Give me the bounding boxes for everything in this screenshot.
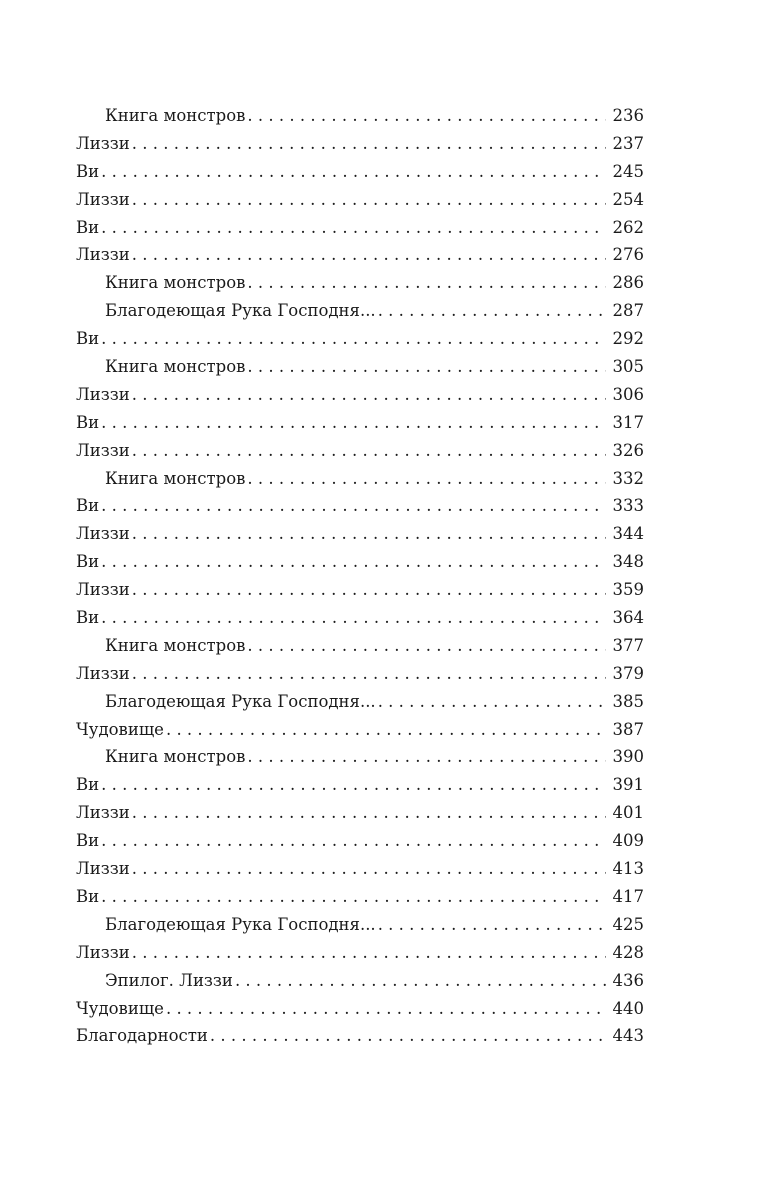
toc-entry-page: 306 bbox=[612, 384, 644, 404]
toc-entry-page: 326 bbox=[612, 440, 644, 460]
toc-entry-page: 428 bbox=[612, 942, 644, 962]
toc-entry bbox=[76, 353, 644, 381]
toc-entry-page: 305 bbox=[612, 357, 644, 377]
toc-dot-leader bbox=[101, 214, 606, 242]
toc-entry-title: Чудовище bbox=[76, 998, 164, 1018]
toc-entry-title: Книга монстров bbox=[105, 106, 246, 125]
toc-entry bbox=[76, 214, 644, 242]
toc-entry-page: 317 bbox=[612, 412, 644, 432]
toc-dot-leader bbox=[101, 158, 606, 186]
toc-dot-leader bbox=[101, 492, 606, 520]
toc-entry-title: Лиззи bbox=[76, 663, 130, 683]
toc-dot-leader bbox=[132, 660, 606, 688]
toc-entry bbox=[76, 743, 644, 771]
toc-entry-page: 385 bbox=[612, 691, 644, 711]
toc-entry-page: 413 bbox=[612, 859, 644, 879]
toc-entry bbox=[76, 939, 644, 967]
toc-entry bbox=[76, 102, 644, 130]
toc-dot-leader bbox=[132, 381, 606, 409]
toc-entry-title: Лиззи bbox=[76, 189, 130, 209]
toc-entry-page: 387 bbox=[612, 719, 644, 739]
toc-dot-leader bbox=[132, 520, 606, 548]
toc-entry bbox=[76, 1022, 644, 1050]
toc-dot-leader bbox=[101, 548, 606, 576]
toc-entry bbox=[76, 548, 644, 576]
toc-dot-leader bbox=[101, 883, 606, 911]
toc-entry-title: Лиззи bbox=[76, 384, 130, 404]
toc-entry-page: 245 bbox=[612, 161, 644, 181]
toc-entry bbox=[76, 911, 644, 939]
toc-entry-title: Благодеющая Рука Господня... bbox=[105, 914, 376, 934]
toc-entry-page: 262 bbox=[612, 217, 644, 237]
toc-entry-title: Благодеющая Рука Господня... bbox=[105, 691, 376, 711]
toc-entry-title: Ви bbox=[76, 217, 100, 237]
toc-entry bbox=[76, 186, 644, 214]
toc-entry-title: Ви bbox=[76, 496, 100, 516]
toc-entry bbox=[76, 492, 644, 520]
toc-entry bbox=[76, 381, 644, 409]
toc-dot-leader bbox=[101, 325, 606, 353]
toc-dot-leader bbox=[378, 911, 606, 939]
toc-entry-title: Книга монстров bbox=[105, 747, 246, 767]
toc-entry bbox=[76, 771, 644, 799]
toc-entry-page: 401 bbox=[612, 803, 644, 823]
toc-entry bbox=[76, 520, 644, 548]
toc-entry-title: Эпилог. Лиззи bbox=[105, 970, 233, 990]
toc-entry bbox=[76, 799, 644, 827]
toc-dot-leader bbox=[247, 269, 606, 297]
toc-dot-leader bbox=[166, 716, 606, 744]
toc-entry bbox=[76, 158, 644, 186]
toc-entry-page: 348 bbox=[612, 552, 644, 572]
toc-entry-page: 391 bbox=[612, 775, 644, 795]
toc-entry-page: 236 bbox=[612, 106, 644, 125]
toc-entry bbox=[76, 883, 644, 911]
toc-dot-leader bbox=[101, 604, 606, 632]
toc-entry-page: 409 bbox=[612, 831, 644, 851]
toc-entry-title: Ви bbox=[76, 831, 100, 851]
toc-entry bbox=[76, 604, 644, 632]
toc-entry-page: 276 bbox=[612, 245, 644, 265]
toc-entry-title: Чудовище bbox=[76, 719, 164, 739]
toc-entry-title: Ви bbox=[76, 552, 100, 572]
toc-entry-title: Ви bbox=[76, 775, 100, 795]
toc-entry bbox=[76, 855, 644, 883]
toc-entry bbox=[76, 967, 644, 995]
toc-entry-title: Книга монстров bbox=[105, 468, 246, 488]
toc-dot-leader bbox=[247, 353, 606, 381]
toc-entry bbox=[76, 632, 644, 660]
toc-entry-page: 379 bbox=[612, 663, 644, 683]
toc-dot-leader bbox=[210, 1022, 606, 1050]
toc-entry-page: 332 bbox=[612, 468, 644, 488]
toc-dot-leader bbox=[132, 130, 606, 158]
toc-entry-title: Лиззи bbox=[76, 580, 130, 600]
toc-dot-leader bbox=[101, 771, 606, 799]
toc-entry-page: 286 bbox=[612, 273, 644, 293]
toc-entry-page: 377 bbox=[612, 635, 644, 655]
toc-entry bbox=[76, 130, 644, 158]
toc-entry-page: 333 bbox=[612, 496, 644, 516]
toc-dot-leader bbox=[166, 995, 606, 1023]
toc-dot-leader bbox=[132, 437, 606, 465]
toc-dot-leader bbox=[101, 409, 606, 437]
toc-entry-title: Лиззи bbox=[76, 942, 130, 962]
toc-entry bbox=[76, 465, 644, 493]
toc-entry-title: Лиззи bbox=[76, 245, 130, 265]
toc-dot-leader bbox=[132, 241, 606, 269]
toc-entry-title: Книга монстров bbox=[105, 357, 246, 377]
toc-entry bbox=[76, 241, 644, 269]
toc-dot-leader bbox=[247, 632, 606, 660]
toc-entry-title: Лиззи bbox=[76, 803, 130, 823]
toc-dot-leader bbox=[132, 576, 606, 604]
toc-entry-page: 390 bbox=[612, 747, 644, 767]
toc-entry bbox=[76, 995, 644, 1023]
toc-entry-page: 436 bbox=[612, 970, 644, 990]
toc-entry-title: Лиззи bbox=[76, 524, 130, 544]
toc-entry-title: Книга монстров bbox=[105, 273, 246, 293]
toc-entry-title: Ви bbox=[76, 886, 100, 906]
toc-entry-title: Лиззи bbox=[76, 440, 130, 460]
toc-entry bbox=[76, 576, 644, 604]
toc-entry-page: 344 bbox=[612, 524, 644, 544]
toc-entry-page: 425 bbox=[612, 914, 644, 934]
toc-dot-leader bbox=[247, 743, 606, 771]
toc-dot-leader bbox=[132, 799, 606, 827]
toc-entry bbox=[76, 269, 644, 297]
toc-entry-page: 443 bbox=[612, 1026, 644, 1046]
toc-entry bbox=[76, 688, 644, 716]
toc-entry bbox=[76, 297, 644, 325]
toc-entry-page: 292 bbox=[612, 329, 644, 349]
toc-entry-title: Ви bbox=[76, 412, 100, 432]
toc-entry bbox=[76, 827, 644, 855]
toc-entry-title: Ви bbox=[76, 608, 100, 628]
toc-entry bbox=[76, 437, 644, 465]
toc-entry bbox=[76, 716, 644, 744]
toc-entry-page: 417 bbox=[612, 886, 644, 906]
toc-entry-page: 254 bbox=[612, 189, 644, 209]
table-of-contents bbox=[76, 102, 644, 1050]
toc-entry-title: Книга монстров bbox=[105, 635, 246, 655]
toc-entry-title: Благодеющая Рука Господня... bbox=[105, 301, 376, 321]
toc-entry bbox=[76, 325, 644, 353]
toc-dot-leader bbox=[132, 855, 606, 883]
toc-dot-leader bbox=[101, 827, 606, 855]
toc-entry-page: 287 bbox=[612, 301, 644, 321]
toc-dot-leader bbox=[378, 688, 606, 716]
toc-entry-page: 364 bbox=[612, 608, 644, 628]
toc-entry bbox=[76, 409, 644, 437]
toc-entry-page: 237 bbox=[612, 133, 644, 153]
toc-dot-leader bbox=[247, 102, 606, 130]
toc-dot-leader bbox=[132, 939, 606, 967]
toc-entry-title: Ви bbox=[76, 161, 100, 181]
toc-entry-title: Лиззи bbox=[76, 133, 130, 153]
toc-dot-leader bbox=[247, 465, 606, 493]
toc-dot-leader bbox=[132, 186, 606, 214]
toc-entry-page: 440 bbox=[612, 998, 644, 1018]
toc-entry bbox=[76, 660, 644, 688]
toc-entry-title: Ви bbox=[76, 329, 100, 349]
toc-dot-leader bbox=[378, 297, 606, 325]
toc-entry-title: Благодарности bbox=[76, 1026, 208, 1046]
toc-entry-page: 359 bbox=[612, 580, 644, 600]
toc-dot-leader bbox=[235, 967, 606, 995]
toc-entry-title: Лиззи bbox=[76, 859, 130, 879]
